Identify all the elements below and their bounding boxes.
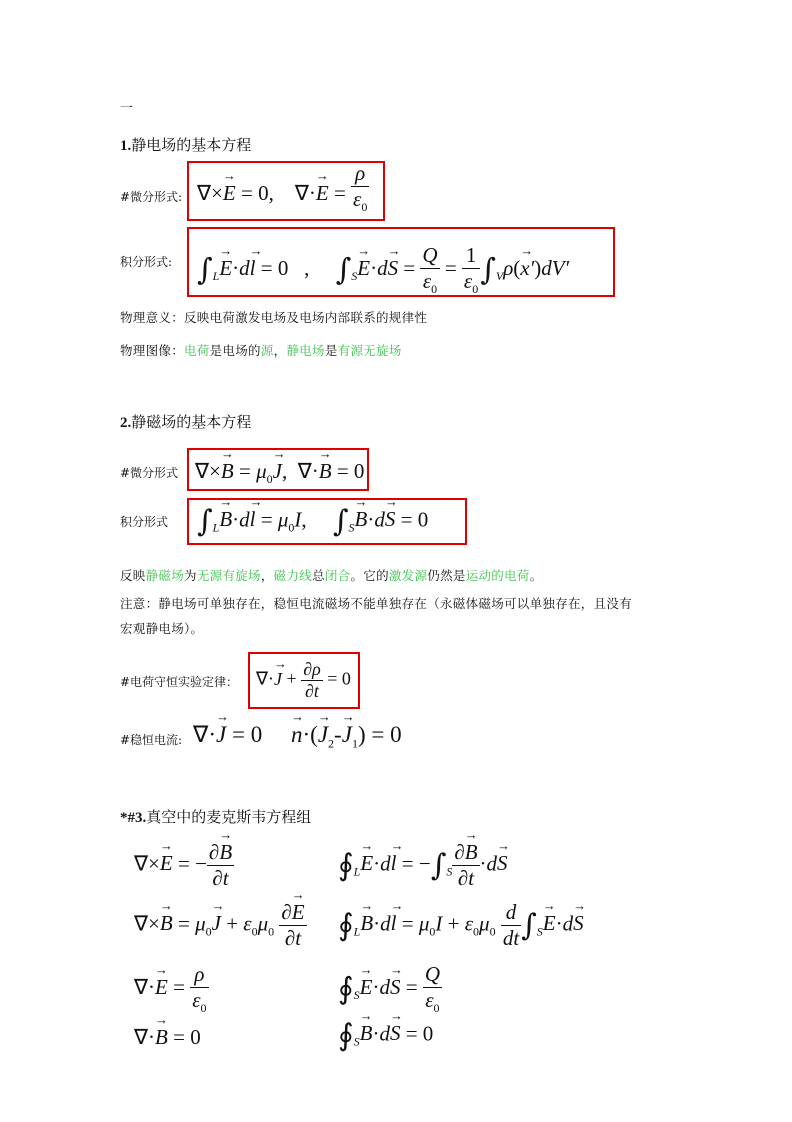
picture-prefix: 物理图像： [120, 343, 185, 358]
section-2-text: 静磁场的基本方程 [131, 413, 252, 431]
maxwell-div-b: ∇·→ B = 0 [134, 1025, 201, 1050]
conserve-equation: ∇·→ J + $\frac{\partial\rho}{\partial t}$ = 0 [256, 659, 351, 702]
picture-part-is: 是 [324, 343, 338, 358]
reflect-p4: ， [260, 568, 274, 583]
sec1-diff-label: #微分形式: [120, 190, 183, 204]
section-3-title [120, 806, 311, 827]
picture-part-field-type: 有源无旋场 [337, 343, 402, 358]
sec2-diff-label: #微分形式 [120, 466, 179, 480]
sec2-diff-equation: ∇×→ $B = \mu_0\to J$, ∇·→ B = 0 [195, 459, 364, 487]
maxwell-curl-b: ∇×→ $B = \mu_0\to J + \varepsilon_0\mu_0$ $\frac{\partial\to E}{\partial t}$ [134, 900, 307, 951]
sec2-int-label: 积分形式 [120, 515, 169, 529]
maxwell-div-e: ∇·→ E = $\frac{\rho}{\varepsilon_0}$ [134, 962, 209, 1016]
reflect-p8: 。它的 [350, 568, 389, 583]
reflect-magnetostatic: 静磁场 [145, 568, 185, 583]
top-dash: 一 [120, 101, 134, 116]
conserve-box [248, 652, 360, 709]
picture-part-electrostatic: 静电场 [286, 343, 325, 358]
picture-part-charge: 电荷 [184, 343, 210, 358]
sec1-meaning: 物理意义：反映电荷激发电场及电场内部联系的规律性 [120, 310, 428, 325]
section-2-number: 2. [120, 415, 132, 431]
reflect-p2: 为 [184, 568, 197, 583]
section-3-text: 真空中的麦克斯韦方程组 [146, 808, 312, 826]
reflect-closed: 闭合 [324, 568, 351, 583]
reflect-source: 激发源 [388, 568, 428, 583]
sec2-note-line1: 注意：静电场可单独存在，稳恒电流磁场不能单独存在（永磁体磁场可以单独存在，且没有 [120, 596, 633, 611]
section-1-title [120, 134, 251, 155]
sec2-int-box [187, 498, 467, 545]
steady-equation: ∇·→ J = 0 → $n\cdot(\to J_2-\to J_1) = 0$ [193, 722, 402, 752]
conserve-label: #电荷守恒实验定律： [120, 675, 239, 689]
sec1-picture [120, 341, 402, 359]
picture-part-source: 源 [260, 343, 274, 358]
picture-part-text1: 是电场的 [209, 343, 261, 358]
sec2-note-line2: 宏观静电场）。 [120, 621, 204, 636]
sec1-int-label: 积分形式: [120, 255, 173, 269]
sec1-diff-box [187, 161, 385, 221]
reflect-p0: 反映 [120, 568, 146, 583]
reflect-field-type: 无源有旋场 [196, 568, 261, 583]
maxwell-gauss-int: $∮_S\to E\cdot d\to S$ = $\frac{Q}{\varepsilon_0}$ [338, 962, 442, 1016]
maxwell-ampere-int: $∮_L\to B\cdot d\to l = \mu_0I + \varepsilon_0\mu_0$ $\frac{d}{dt}$ $\int_S\to E\cdot d\to S$ [338, 900, 584, 951]
reflect-p12: 。 [529, 568, 543, 583]
sec2-int-equation: $\int_L\to B\cdot d\to l = \mu_0I$, $\int_S\to B\cdot d\to S = 0$ [197, 504, 428, 539]
picture-part-comma: ， [273, 343, 287, 358]
maxwell-faraday-int: $∮_L\to E\cdot d\to l = -\int_S$ $\frac{\partial\to B}{\partial t}$ ·d→ S [338, 840, 508, 891]
reflect-moving-charge: 运动的电荷 [465, 568, 530, 583]
reflect-p10: 仍然是 [427, 568, 466, 583]
reflect-field-lines: 磁力线 [273, 568, 313, 583]
reflect-p6: 总 [312, 568, 325, 583]
sec1-diff-equation: ∇×→ E = 0, ∇·→ E = $\frac{\rho}{\varepsilon_0}$ [197, 175, 369, 215]
sec1-int-equation: $\int_L\to E\cdot d\to l = 0$ , $\int_S\to E\cdot d\to S$ = $\frac{Q}{\varepsilon_0}$ = $\frac{1}{\varepsilon_0}$ $\int_V\rho(\to x')dV'$ [197, 243, 569, 297]
sec2-reflect [120, 566, 543, 584]
sec1-int-box [187, 227, 615, 297]
sec2-diff-box [187, 448, 369, 491]
maxwell-curl-e: ∇×→ E = − $\frac{\partial\to B}{\partial t}$ [134, 840, 234, 891]
section-1-text: 静电场的基本方程 [131, 136, 252, 154]
section-3-prefix: *#3. [120, 810, 147, 826]
section-1-number: 1. [120, 138, 132, 154]
section-2-title [120, 411, 251, 432]
steady-label: #稳恒电流: [120, 733, 183, 747]
maxwell-gauss-mag-int: $∮_S\to B\cdot d\to S = 0$ [338, 1018, 433, 1053]
